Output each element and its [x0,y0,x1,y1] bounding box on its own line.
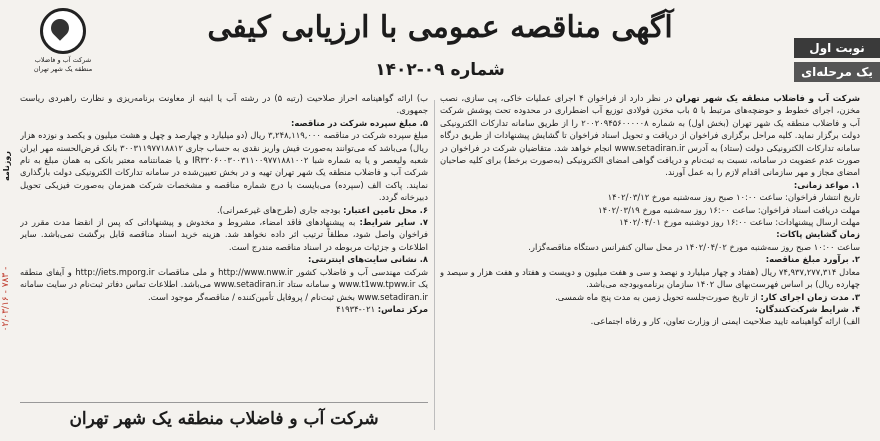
contact-row [20,303,428,315]
section-8-title: ۸. نشانی سایت‌های اینترنتی: [308,254,428,265]
intro-paragraph [440,92,860,179]
opening-title: زمان گشایش پاکات: [776,229,860,240]
section-8-text: شرکت مهندسی آب و فاضلاب کشور http://www.nww.ir و ملی مناقصات http://iets.mporg.ir و آیفای منطقه یک www.t1ww.tpww.ir و سامانه ستاد www.setadiran.ir می‌باشد. اطلاعات تماس دفاتر ثبت‌نام در سایت سامانه www.setadiran.ir بخش ثبت‌نام / پروفایل تأمین‌کننده / مناقصه‌گر موجود است. [20,266,428,302]
right-column [440,92,860,424]
intro-text: در نظر دارد از فراخوان ۴ اجرای عملیات خاکی، پی سازی، نصب مخزن، اجرای خطوط و حوضچه‌های مرتبط با ۵ باب مخزن فولادی توزیع آب اضطراری در محدوده تحت پوشش شرکت آب و فاضلاب منطقه یک شهر تهران (بخش اول) به شماره ۲۰۰۲۰۹۴۵۶۰۰۰۰۰۸ را از طریق سامانه تدارکات الکترونیکی دولت برگزار نماید. کلیه مراحل برگزاری فراخوان از دریافت و تحویل اسناد فراخوان تا گشایش پیشنهادات از طریق درگاه سامانه تدارکات الکترونیکی دولت (ستاد) به آدرس www.setadiran.ir انجام خواهد شد. متقاضیان شرکت در فراخوان در صورت عدم عضویت در سامانه، نسبت به ثبت‌نام و دریافت گواهی امضای الکترونیکی (به‌صورت برخط) برای کلیه صاحبان امضای مجاز و مهر سازمانی اقدام لازم را به عمل آورند. [440,93,860,178]
newspaper-tag: روزنامه [2,151,11,181]
section-4-title: ۴. شرایط شرکت‌کنندگان: [755,303,860,314]
section-6-row [20,204,428,216]
logo-line-1: شرکت آب و فاضلاب [34,56,92,64]
section-7-text: به پیشنهادهای فاقد امضاء، مشروط و مخدوش و پیشنهاداتی که پس از انقضا مدت مقرر در فراخوان واصل شود، مطلقاً ترتیب اثر داده نخواهد شد. هزینه خرید اسناد مناقصه قابل برگشت نمی‌باشد. سایر اطلاعات و جزئیات مربوطه در اسناد مناقصه مندرج است. [20,217,428,252]
round-badge: نوبت اول [794,38,880,58]
section-3-title: ۳. مدت زمان اجرای کار: [760,291,860,302]
section-2-title: ۲. برآورد مبلغ مناقصه: [765,254,860,265]
section-7-title: ۷. سایر شرایط: [359,217,428,228]
water-drop-icon [40,8,86,54]
section-3-text: از تاریخ صورت‌جلسه تحویل زمین به مدت پنج ماه شمسی. [555,291,758,302]
section-5-title: ۵. مبلغ سپرده شرکت در مناقصه: [291,117,428,128]
section-3-row [440,291,860,303]
section-6-title: ۶. محل تامین اعتبار: [343,204,428,215]
stage-badge: یک مرحله‌ای [794,62,880,82]
left-column [20,92,428,402]
contact-value: ۰۲۱-۴۱۹۳۴ [336,303,376,314]
intro-lead: شرکت آب و فاضلاب منطقه یک شهر تهران [675,93,860,103]
contact-label: مرکز تماس: [377,303,428,314]
submit-deadline-row: مهلت ارسال پیشنهادات: ساعت ۱۶:۰۰ روز دوشنبه مورخ ۱۴۰۲/۰۴/۰۱ [619,217,860,228]
section-4a-text: الف) ارائه گواهینامه تایید صلاحیت ایمنی از وزارت تعاون، کار و رفاه اجتماعی. [590,316,860,327]
tender-number: شماره ۰۹-۱۴۰۲ [375,60,505,80]
date-strip [0,120,14,440]
footer-company-name: شرکت آب و فاضلاب منطقه یک شهر تهران [20,402,428,435]
logo-line-2: منطقه یک شهر تهران [33,65,93,73]
publish-date-row: تاریخ انتشار فراخوان: ساعت ۱۰:۰۰ صبح روز سه‌شنبه مورخ ۱۴۰۲/۰۳/۱۲ [607,192,860,203]
publish-date: ۰۲/۰۳/۱۶ - ۷۸۳ - [1,266,11,332]
section-7-row [20,216,428,253]
section-5-text: مبلغ سپرده شرکت در مناقصه ۳,۲۴۸,۱۱۹,۰۰۰ ریال (دو میلیارد و چهارصد و چهل و هشت میلیون و یکصد و نوزده هزار ریال) می‌باشد که می‌توانند به‌صورت فیش واریز نقدی به حساب جاری ۳۰۰۳۱۱۹۷۷۱۸۸۱۲ بانک قرض‌الحسنه مهر ایران شعبه ولیعصر و یا به شماره شبا IR۳۲۰۶۰۰۳۰۰۳۱۱۰۰۹۷۷۱۸۸۱۰۰۲ و یا ضمانتنامه معتبر بانکی به همان مبلغ به نام شرکت آب و فاضلاب منطقه یک شهر تهران تهیه و در بخش تعیین‌شده در سامانه تدارکات الکترونیکی دولت بارگذاری نمایند. پاکت الف (سپرده) می‌بایست با درج شماره مناقصه و مشخصات شرکت همزمان به‌صورت فیزیکی تحویل دبیرخانه گردد. [20,130,428,203]
opening-text: ساعت ۱۰:۰۰ صبح روز سه‌شنبه مورخ ۱۴۰۲/۰۴/۰۲ در محل سالن کنفرانس دستگاه مناقصه‌گزار. [528,241,860,252]
page-title: آگهی مناقصه عمومی با ارزیابی کیفی [207,10,673,45]
receive-deadline-row: مهلت دریافت اسناد فراخوان: ساعت ۱۶:۰۰ روز سه‌شنبه مورخ ۱۴۰۲/۰۳/۱۹ [598,204,860,215]
section-2-text: معادل ۷۴,۹۳۷,۲۷۷,۳۱۴ ریال (هفتاد و چهار میلیارد و نهصد و سی و هفت میلیون و دویست و هفتاد و هفت هزار و سیصد و چهارده ریال) بر اساس فهرست‌بهای سال ۱۴۰۲ سازمان برنامه‌وبودجه می‌باشد. [440,266,860,290]
company-logo [26,6,100,74]
section-6-text: بودجه جاری (طرح‌های غیرعمرانی). [216,204,341,215]
section-1-title: ۱. مواعد زمانی: [793,179,860,190]
section-4b-text: ب) ارائه گواهینامه احراز صلاحیت (رتبه ۵) در رشته آب یا ابنیه از معاونت برنامه‌ریزی و نظارت راهبردی ریاست جمهوری. [20,93,428,116]
column-divider [434,100,435,430]
